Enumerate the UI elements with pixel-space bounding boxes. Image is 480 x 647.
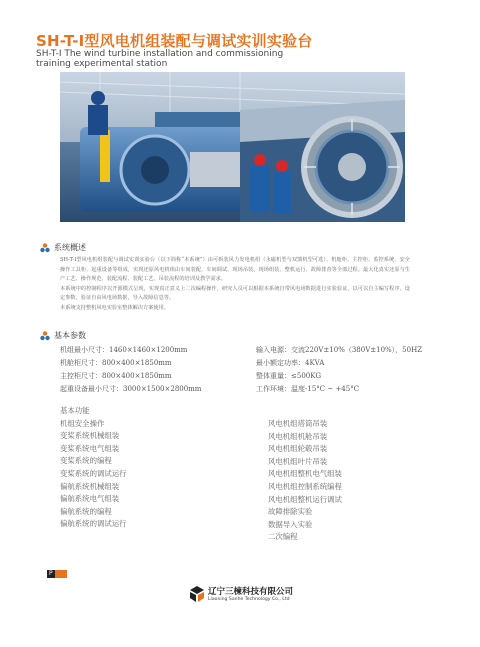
header-photo-collage (60, 72, 405, 222)
overview-text (60, 256, 410, 313)
company-logo-icon (190, 586, 204, 602)
param-item: 整体重量：≤500KG (256, 372, 322, 380)
overview-heading-label: 系统概述 (54, 243, 86, 252)
function-item: 风电机组塔筒吊装 (268, 419, 328, 428)
page-number-tag (47, 570, 67, 578)
param-item: 机舱柜尺寸：800×400×1850mm (60, 359, 172, 367)
function-item: 变桨系统机械组装 (60, 431, 120, 441)
function-item: 风电机组机舱吊装 (268, 431, 328, 441)
function-item: 偏航系统电气组装 (60, 494, 120, 504)
function-item: 偏航系统机械组装 (60, 481, 120, 491)
overview-paragraph-2: 本系统中的控制程序以开源模式呈现，实现真正意义上二次编程操作，研究人员可以根据本系统自带风电场数据进行实验验证，以可以自主编写程序，设定参数，验证自由风电场数据，导入故障信息等。 (60, 285, 410, 301)
subtitle-line-2: training experimental station (36, 59, 168, 69)
function-item: 变桨系统电气组装 (60, 443, 120, 453)
function-item: 风电机组轮毂吊装 (268, 444, 328, 454)
function-item: 风电机组叶片吊装 (268, 456, 328, 466)
functions-left-list (60, 405, 127, 531)
function-item: 二次编程 (268, 532, 298, 542)
page-subtitle (36, 49, 336, 69)
page-title: SH-T-I型风电机组装配与调试实训实验台 (36, 32, 313, 50)
params-left-list (60, 344, 201, 396)
factory-photo-illustration (60, 72, 405, 222)
function-item: 偏航系统的编程 (60, 506, 112, 516)
params-right-list (256, 344, 422, 396)
leaf-bullet-icon (40, 331, 50, 341)
function-item: 风电机组整机运行调试 (268, 494, 342, 504)
company-name-cn: 辽宁三楝科技有限公司 (208, 587, 294, 597)
functions-heading: 基本功能 (60, 406, 90, 415)
page-number (55, 570, 67, 578)
function-item: 变桨系统的调试运行 (60, 468, 127, 478)
param-item: 起重设备最小尺寸：3000×1500×2800mm (60, 385, 202, 393)
company-logo (190, 585, 293, 602)
overview-paragraph-1: SH-T-I型风电机组装配与调试实训实验台（以下简称“本系统”）由可拆装风力发电机组（永磁机型与双馈机型可选）、机舱柜、主控柜、监控系统、安全操作工具柜、起重设备等组成，实现还原风电机组由车间装配、车间调试、现场吊装、现场组装、整机运行、故障排查等全部过程。最大化真实还原与生产工艺、操作规范、装配流程、装配工艺、吊装流程的培训及教学需求。 (60, 257, 410, 282)
function-item: 偏航系统的调试运行 (60, 519, 127, 529)
subtitle-line-1: SH-T-I The wind turbine installation and commissioning (36, 49, 284, 59)
param-item: 工作环境：温度-15°C ~ +45°C (256, 385, 360, 393)
leaf-bullet-icon (40, 243, 50, 253)
page-prefix: P (49, 570, 53, 577)
overview-paragraph-3: 本系统支持整机风电实验室整体解决方案使用。 (60, 304, 169, 311)
function-item: 风电机组控制系统编程 (268, 481, 342, 491)
overview-heading (40, 242, 86, 253)
function-item: 故障排除实验 (268, 507, 313, 517)
function-item: 风电机组整机电气组装 (268, 469, 342, 479)
param-item: 主控柜尺寸：800×400×1850mm (60, 372, 172, 380)
function-item: 机组安全操作 (60, 418, 105, 428)
params-heading (40, 330, 86, 341)
param-item: 机组最小尺寸：1460×1460×1200mm (60, 346, 188, 354)
param-item: 最小额定功率：4KVA (256, 359, 325, 367)
param-item: 输入电源：交流220V±10%（380V±10%），50HZ (256, 346, 423, 354)
function-item: 变桨系统的编程 (60, 456, 112, 466)
function-item: 数据导入实验 (268, 519, 313, 529)
company-name-en: Liaoning Sanhe Technology Co., Ltd (208, 597, 290, 602)
params-heading-label: 基本参数 (54, 331, 86, 340)
functions-right-list (268, 418, 342, 544)
